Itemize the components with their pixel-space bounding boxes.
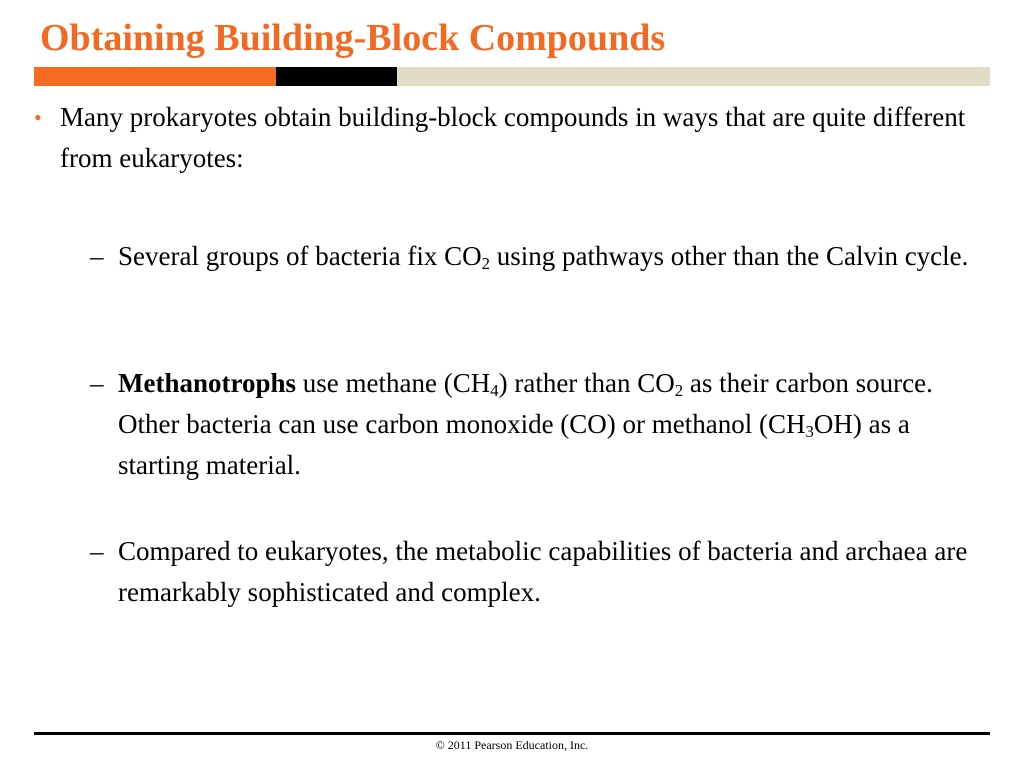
dash-marker: – xyxy=(90,536,104,566)
main-bullet-text: Many prokaryotes obtain building-block compounds in ways that are quite different from eukaryotes: xyxy=(60,102,966,173)
slide-title: Obtaining Building-Block Compounds xyxy=(40,17,666,59)
subscript: 2 xyxy=(674,381,684,401)
text-run: Several groups of bacteria fix CO xyxy=(118,241,482,271)
title-rule-tan-segment xyxy=(397,67,990,86)
title-rule-orange-segment xyxy=(34,67,276,86)
text-run: ) rather than CO xyxy=(498,368,675,398)
text-run: OH) as a starting material. xyxy=(118,409,910,480)
sub-bullet-text: Compared to eukaryotes, the metabolic capabilities of bacteria and archaea are remarkably sophisticated and complex. xyxy=(118,536,968,607)
bullet-marker: • xyxy=(34,105,42,130)
footer-rule xyxy=(34,732,990,735)
footer-copyright: © 2011 Pearson Education, Inc. xyxy=(435,738,589,752)
title-rule-black-segment xyxy=(276,67,397,86)
sub-bullet-text xyxy=(118,236,978,277)
text-run: as their carbon source. Other bacteria can use carbon monoxide (CO) or methanol (CH xyxy=(118,368,933,439)
text-run: use methane (CH xyxy=(296,368,491,398)
dash-marker: – xyxy=(90,241,104,271)
subscript: 2 xyxy=(481,254,491,274)
subscript: 3 xyxy=(805,422,814,442)
sub-bullet-text xyxy=(118,363,978,486)
text-run: using pathways other than the Calvin cycle. xyxy=(490,241,969,271)
subscript: 4 xyxy=(490,381,499,401)
dash-marker: – xyxy=(90,368,104,398)
bold-term: Methanotrophs xyxy=(118,368,297,398)
